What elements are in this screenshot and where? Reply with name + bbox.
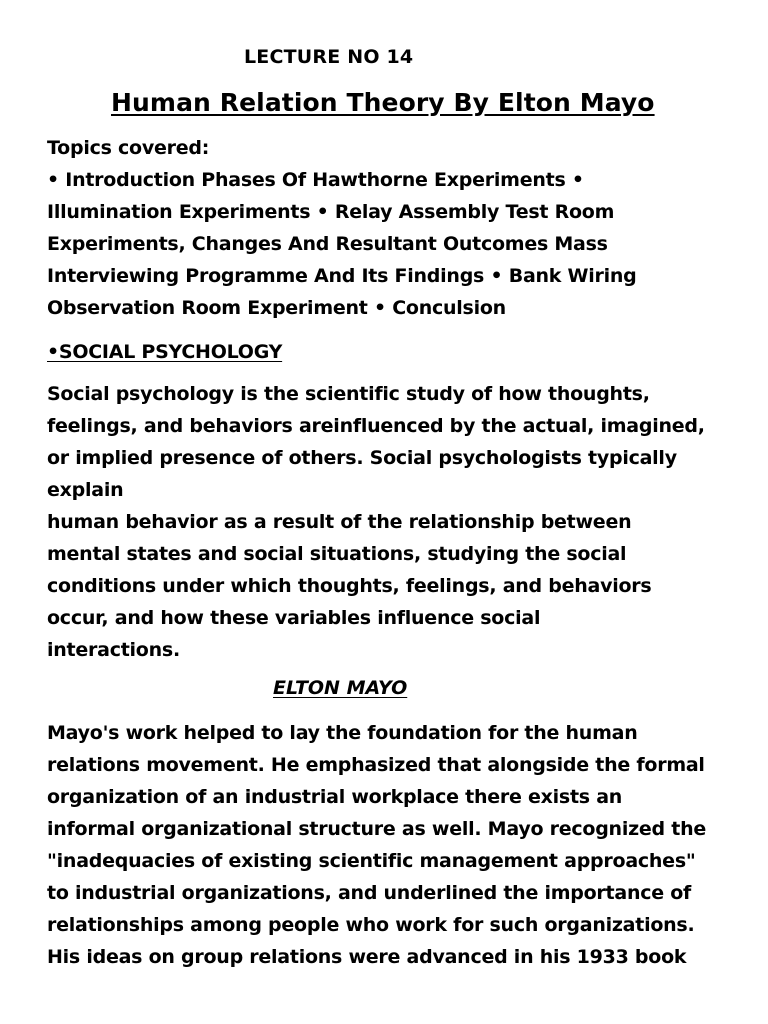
topics-line: Interviewing Programme And Its Findings • Bank Wiring xyxy=(47,265,637,287)
paragraph-line: conditions under which thoughts, feelings, and behaviors xyxy=(47,575,652,597)
paragraph-line: His ideas on group relations were advanced in his 1933 book xyxy=(47,946,687,968)
paragraph-line: Mayo's work helped to lay the foundation for the human xyxy=(47,722,638,744)
social-psychology-paragraph xyxy=(47,378,747,666)
paragraph-line: explain xyxy=(47,479,124,501)
paragraph-line: feelings, and behaviors areinfluenced by the actual, imagined, xyxy=(47,415,705,437)
paragraph-line: interactions. xyxy=(47,639,180,661)
paragraph-line: mental states and social situations, studying the social xyxy=(47,543,627,565)
paragraph-line: relations movement. He emphasized that alongside the formal xyxy=(47,754,705,776)
paragraph-line: informal organizational structure as well. Mayo recognized the xyxy=(47,818,706,840)
lecture-number: LECTURE NO 14 xyxy=(244,46,414,68)
paragraph-line: occur, and how these variables influence social xyxy=(47,607,541,629)
paragraph-line: relationships among people who work for such organizations. xyxy=(47,914,695,936)
topics-section xyxy=(47,132,747,324)
topics-heading: Topics covered: xyxy=(47,137,210,159)
paragraph-line: Social psychology is the scientific study of how thoughts, xyxy=(47,383,650,405)
topics-line: • Introduction Phases Of Hawthorne Experiments • xyxy=(47,169,584,191)
topics-line: Illumination Experiments • Relay Assembly Test Room xyxy=(47,201,615,223)
topics-line: Experiments, Changes And Resultant Outcomes Mass xyxy=(47,233,608,255)
paragraph-line: organization of an industrial workplace there exists an xyxy=(47,786,623,808)
page-title: Human Relation Theory By Elton Mayo xyxy=(111,88,655,117)
social-psychology-heading: •SOCIAL PSYCHOLOGY xyxy=(47,341,283,363)
topics-line: Observation Room Experiment • Conculsion xyxy=(47,297,506,319)
paragraph-line: to industrial organizations, and underlined the importance of xyxy=(47,882,692,904)
paragraph-line: "inadequacies of existing scientific management approaches" xyxy=(47,850,696,872)
elton-mayo-heading: ELTON MAYO xyxy=(273,677,408,699)
paragraph-line: human behavior as a result of the relationship between xyxy=(47,511,632,533)
paragraph-line: or implied presence of others. Social psychologists typically xyxy=(47,447,677,469)
elton-mayo-paragraph xyxy=(47,717,747,973)
